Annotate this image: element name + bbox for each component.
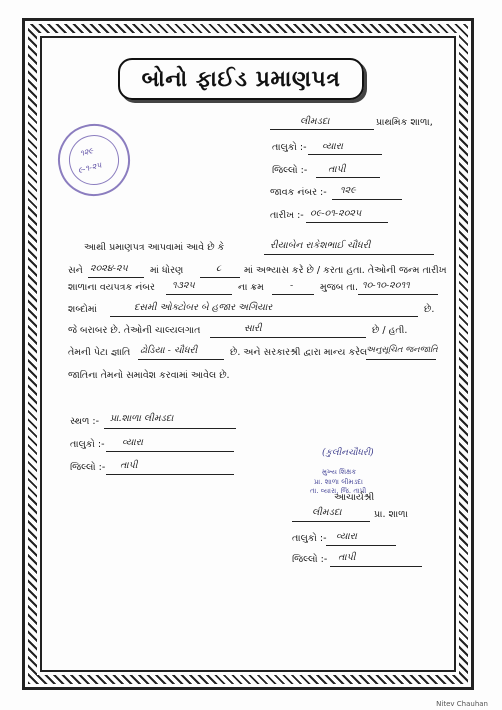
stamp-inner-ring	[64, 130, 125, 191]
place-district-label: જિલ્લો :-	[70, 462, 106, 473]
header-district-value: તાપી	[328, 164, 346, 175]
sig-taluka-line	[326, 545, 396, 546]
body-line4-b: છે.	[424, 304, 435, 315]
body-line3-c: મુજબ તા.	[320, 282, 358, 293]
place-value: પ્રા.શાળા લીમડદા	[110, 413, 174, 424]
subcaste-line	[138, 359, 224, 360]
outward-number-line	[332, 199, 402, 200]
header-district-line	[316, 177, 380, 178]
certificate-title: બોનો ફાઈડ પ્રમાણપત્ર	[118, 58, 364, 100]
sig-district-value: તાપી	[338, 552, 356, 563]
sig-school-line	[292, 521, 370, 522]
body-line6-a: તેમની પેટા જ્ઞાતિ	[68, 347, 131, 358]
year-line	[88, 277, 144, 278]
sig-taluka-value: વ્યારા	[336, 531, 357, 542]
body-line2-c: માં અભ્યાસ કરે છે / કરતા હતા. તેઓની જન્મ તારીખ	[244, 265, 447, 276]
header-taluka-value: વ્યારા	[322, 141, 343, 152]
subcaste-value: ઢોડિયા - ચૌધરી	[140, 345, 198, 356]
place-line	[104, 428, 236, 429]
academic-year: ૨૦૨૪-૨૫	[90, 263, 128, 274]
standard-line	[200, 277, 240, 278]
body-line7: જાતિના તેમનો સમાવેશ કરવામાં આવેલ છે.	[68, 370, 230, 381]
sig-taluka-label: તાલુકો :-	[292, 533, 327, 544]
serial-value: -	[290, 280, 294, 291]
body-line5-b: છે / હતી.	[372, 325, 408, 336]
place-label: સ્થળ :-	[70, 416, 100, 427]
conduct-value: સારી	[244, 323, 262, 334]
register-number: ૧૩૨૫	[172, 280, 195, 291]
conduct-line	[210, 337, 366, 338]
outward-number-label: જાવક નંબર :-	[270, 187, 327, 198]
header-date-label: તારીખ :-	[270, 210, 304, 221]
body-line6-b: છે. અને સરકારશ્રી દ્વારા માન્ય કરેલ	[230, 347, 368, 358]
body-line4-a: શબ્દોમાં	[68, 304, 97, 315]
student-name-line	[264, 254, 434, 255]
principal-role: આચાર્યશ્રી	[334, 492, 375, 503]
register-line	[166, 294, 232, 295]
date-of-birth: ૧૦-૧૦-૨૦૧૧	[362, 280, 410, 291]
body-line1-prefix: આથી પ્રમાણપત્ર આપવામાં આવે છે કે	[84, 242, 225, 253]
place-taluka-line	[106, 451, 234, 452]
place-taluka-label: તાલુકો :-	[70, 439, 105, 450]
sig-district-label: જિલ્લો :-	[292, 554, 328, 565]
standard-value: ૮	[216, 263, 222, 274]
place-district-line	[106, 474, 234, 475]
outward-number-value: ૧૨૯	[340, 185, 356, 196]
student-name: રીયાબેન રાકેશભાઈ ચૌધરી	[270, 240, 371, 251]
header-date-value: ૦૯-૦૧-૨૦૨૫	[310, 208, 362, 219]
place-taluka-value: વ્યારા	[122, 437, 143, 448]
body-line5-a: જે બરાબર છે. તેઓની ચાલ્યલગાત	[68, 325, 201, 336]
category-value: અનુસૂચિત જનજાતિ	[366, 345, 438, 355]
dob-words-line	[110, 316, 418, 317]
header-date-line	[306, 222, 388, 223]
stamp-date: ૯-૧-૨૫	[77, 160, 103, 176]
dob-line	[358, 294, 438, 295]
serial-line	[272, 294, 314, 295]
school-name-value: લીમડદા	[300, 116, 330, 127]
footer-watermark: Nitev Chauhan	[436, 700, 488, 708]
header-district-label: જિલ્લો :-	[272, 165, 308, 176]
body-line3-b: ના ક્રમ	[238, 282, 264, 293]
header-taluka-label: તાલુકો :-	[272, 142, 307, 153]
body-line2-a: સને	[68, 265, 83, 276]
stamp-number: ૧૨૯	[78, 146, 95, 159]
signature-handwritten: (કુલીનચૌધરી)	[322, 448, 374, 458]
place-district-value: તાપી	[120, 460, 138, 471]
sig-school-name: લીમડદા	[312, 507, 342, 518]
category-line	[366, 359, 436, 360]
sig-district-line	[330, 566, 422, 567]
school-name-line	[270, 129, 374, 130]
body-line2-b: માં ધોરણ	[150, 265, 184, 276]
sig-school-suffix: પ્રા. શાળા	[374, 509, 408, 520]
header-taluka-line	[308, 154, 382, 155]
stamp-line-3: તા. વ્યારા, જિ. તાપી	[310, 487, 367, 495]
body-line3-a: શાળાના વયપત્રક નંબર	[68, 282, 155, 293]
stamp-line-2: પ્રા. શાળા લીમડદા	[314, 478, 363, 486]
dob-in-words: દસમી ઓક્ટોબર બે હજાર અગિયાર	[134, 302, 273, 313]
school-suffix-label: પ્રાથમિક શાળા,	[376, 117, 433, 128]
stamp-line-1: મુખ્ય શિક્ષક	[322, 468, 357, 476]
